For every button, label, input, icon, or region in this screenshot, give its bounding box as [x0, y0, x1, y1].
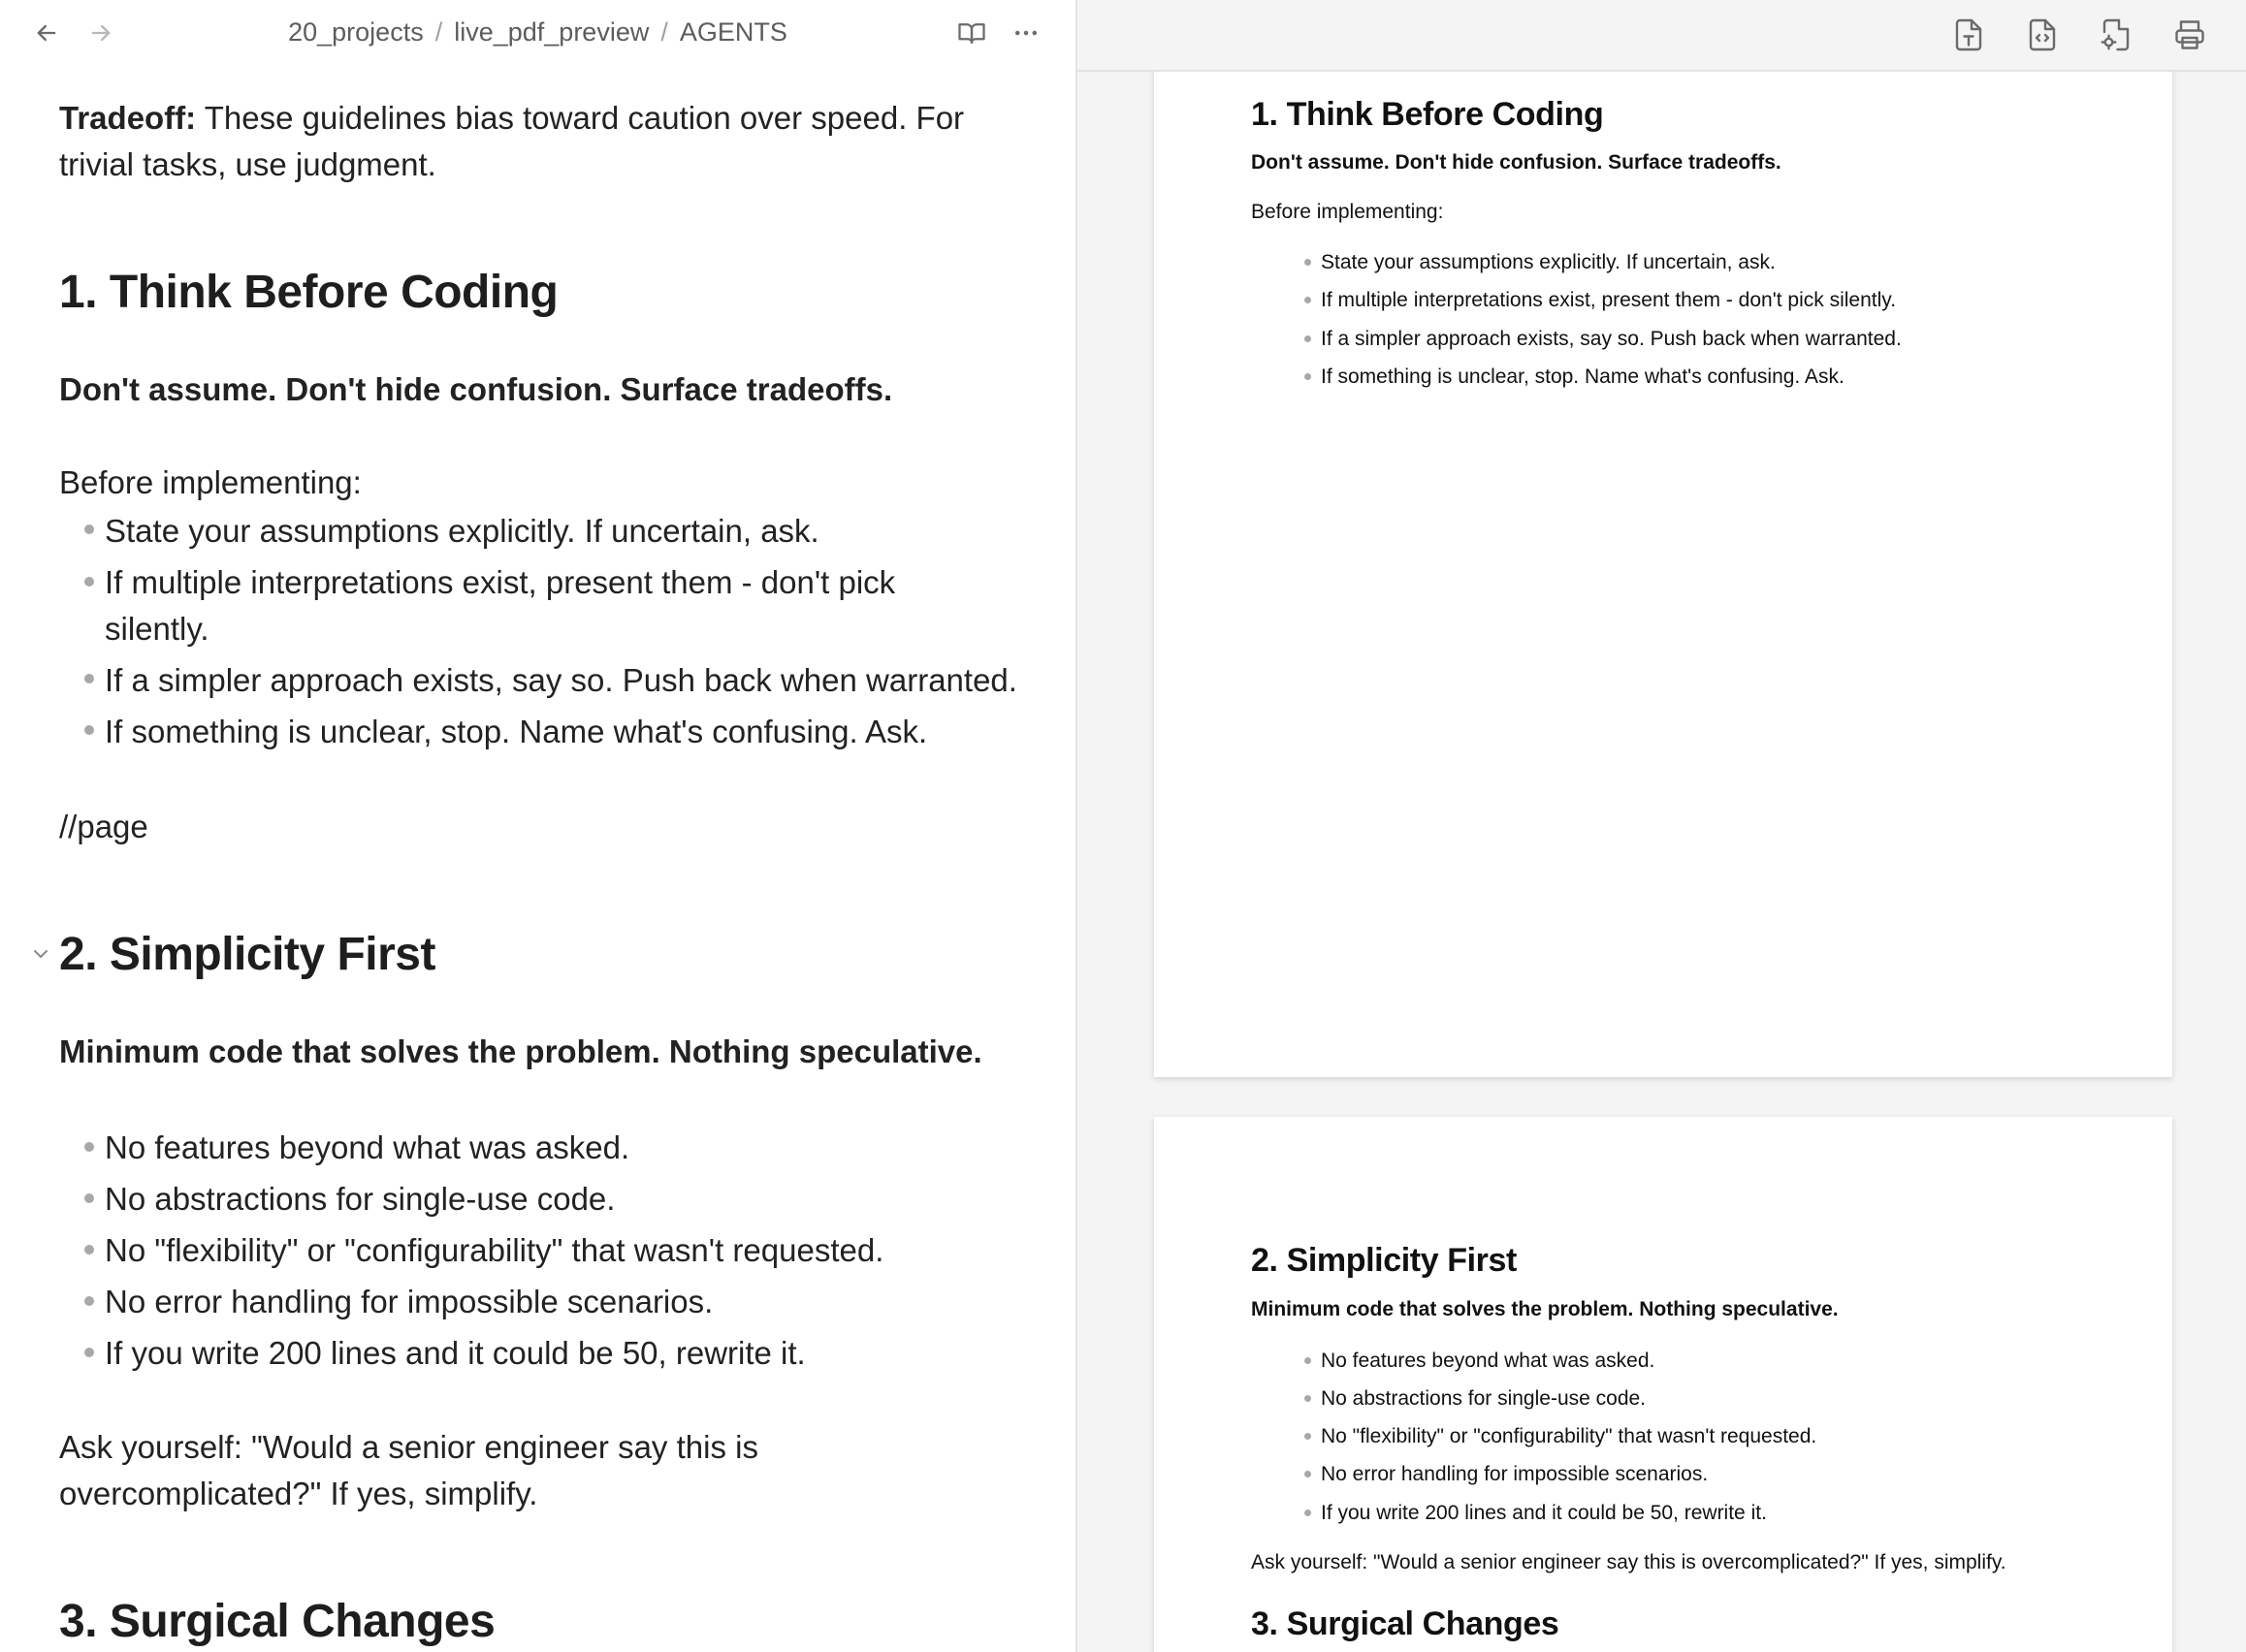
bullet-icon [84, 674, 94, 683]
bullet-icon [84, 577, 94, 587]
bullet-icon [1304, 1471, 1311, 1477]
list-item-continuation: silently. [105, 611, 209, 647]
list-item: No "flexibility" or "configurability" that wasn't requested. [105, 1232, 884, 1268]
tradeoff-label: Tradeoff: [59, 100, 197, 136]
bullet-icon [1304, 1509, 1311, 1516]
bullet-icon [1304, 1357, 1311, 1364]
bullet-icon [84, 524, 94, 534]
list-item: No "flexibility" or "configurability" that wasn't requested. [1321, 1425, 1817, 1447]
bullet-icon [84, 1245, 94, 1255]
list-item: If you write 200 lines and it could be 50, rewrite it. [1321, 1502, 1767, 1524]
breadcrumb-separator: / [434, 17, 443, 47]
section-1-intro: Before implementing: [59, 464, 362, 500]
page-break-marker: //page [59, 809, 148, 844]
bullet-icon [1304, 335, 1311, 342]
chevron-down-icon[interactable] [29, 942, 52, 966]
page-1-heading: 1. Think Before Coding [1251, 96, 1604, 133]
pdf-page-1 [1154, 39, 2172, 1077]
list-item: If something is unclear, stop. Name what's confusing. Ask. [1321, 365, 1845, 388]
book-open-icon [957, 18, 986, 48]
bullet-icon [84, 1142, 94, 1152]
list-item: No features beyond what was asked. [105, 1129, 630, 1165]
list-item: State your assumptions explicitly. If uncertain, ask. [105, 513, 819, 549]
breadcrumb-subfolder[interactable]: live_pdf_preview [454, 17, 650, 47]
export-code-icon [2025, 17, 2060, 52]
tradeoff-line-2: trivial tasks, use judgment. [59, 146, 436, 182]
list-item: No error handling for impossible scenarios. [1321, 1463, 1709, 1485]
pdf-page-2 [1154, 1117, 2172, 1652]
section-2-lead: Minimum code that solves the problem. Nothing speculative. [59, 1033, 982, 1069]
reading-view-button[interactable] [952, 14, 991, 52]
bullet-icon [84, 1193, 94, 1203]
export-code-button[interactable] [2021, 14, 2064, 56]
tradeoff-line-1 [59, 95, 964, 142]
list-item: No abstractions for single-use code. [1321, 1387, 1647, 1410]
bullet-icon [84, 1348, 94, 1357]
editor-pane[interactable] [0, 0, 1075, 1652]
bullet-icon [84, 725, 94, 735]
breadcrumb-file[interactable]: AGENTS [679, 17, 787, 47]
page-1-lead: Don't assume. Don't hide confusion. Surface tradeoffs. [1251, 151, 1781, 174]
ask-yourself-line-1: Ask yourself: "Would a senior engineer say this is [59, 1429, 758, 1465]
list-item: No error handling for impossible scenarios. [105, 1284, 714, 1319]
breadcrumb-folder[interactable]: 20_projects [288, 17, 424, 47]
export-text-icon [1951, 17, 1986, 52]
list-item: If multiple interpretations exist, present them - don't pick [105, 564, 896, 600]
page-2-section-3-heading: 3. Surgical Changes [1251, 1605, 1559, 1642]
list-item: If multiple interpretations exist, present them - don't pick silently. [1321, 289, 1897, 311]
bullet-icon [1304, 1395, 1311, 1402]
more-options-button[interactable] [1007, 14, 1045, 52]
export-settings-button[interactable] [2095, 14, 2137, 56]
section-2-heading: 2. Simplicity First [59, 929, 435, 980]
breadcrumb [0, 16, 1075, 48]
list-item: No features beyond what was asked. [1321, 1350, 1655, 1372]
list-item: If you write 200 lines and it could be 50, rewrite it. [105, 1335, 806, 1371]
preview-toolbar [1077, 0, 2246, 72]
list-item: If a simpler approach exists, say so. Push back when warranted. [105, 662, 1017, 698]
printer-icon [2172, 17, 2207, 52]
list-item: No abstractions for single-use code. [105, 1181, 616, 1217]
section-3-heading: 3. Surgical Changes [59, 1596, 496, 1647]
bullet-icon [84, 1296, 94, 1306]
bullet-icon [1304, 259, 1311, 266]
bullet-icon [1304, 297, 1311, 303]
page-1-intro: Before implementing: [1251, 201, 1444, 223]
breadcrumb-separator: / [660, 17, 668, 47]
page-2-ask-yourself: Ask yourself: "Would a senior engineer say this is overcomplicated?" If yes, simplify. [1251, 1551, 2006, 1573]
page-2-heading: 2. Simplicity First [1251, 1242, 1517, 1279]
ask-yourself-line-2: overcomplicated?" If yes, simplify. [59, 1476, 538, 1511]
export-text-button[interactable] [1947, 14, 1990, 56]
bullet-icon [1304, 373, 1311, 380]
pdf-preview-pane[interactable] [1077, 0, 2246, 1652]
section-1-heading: 1. Think Before Coding [59, 267, 559, 318]
more-horizontal-icon [1011, 18, 1041, 48]
list-item: If a simpler approach exists, say so. Push back when warranted. [1321, 328, 1902, 350]
section-1-lead: Don't assume. Don't hide confusion. Surface tradeoffs. [59, 371, 893, 407]
page-2-lead: Minimum code that solves the problem. Nothing speculative. [1251, 1298, 1839, 1320]
tradeoff-text: These guidelines bias toward caution over speed. For [204, 100, 965, 136]
bullet-icon [1304, 1433, 1311, 1440]
print-button[interactable] [2168, 14, 2211, 56]
list-item: If something is unclear, stop. Name what's confusing. Ask. [105, 714, 928, 749]
list-item: State your assumptions explicitly. If uncertain, ask. [1321, 251, 1776, 273]
export-settings-icon [2099, 17, 2134, 52]
